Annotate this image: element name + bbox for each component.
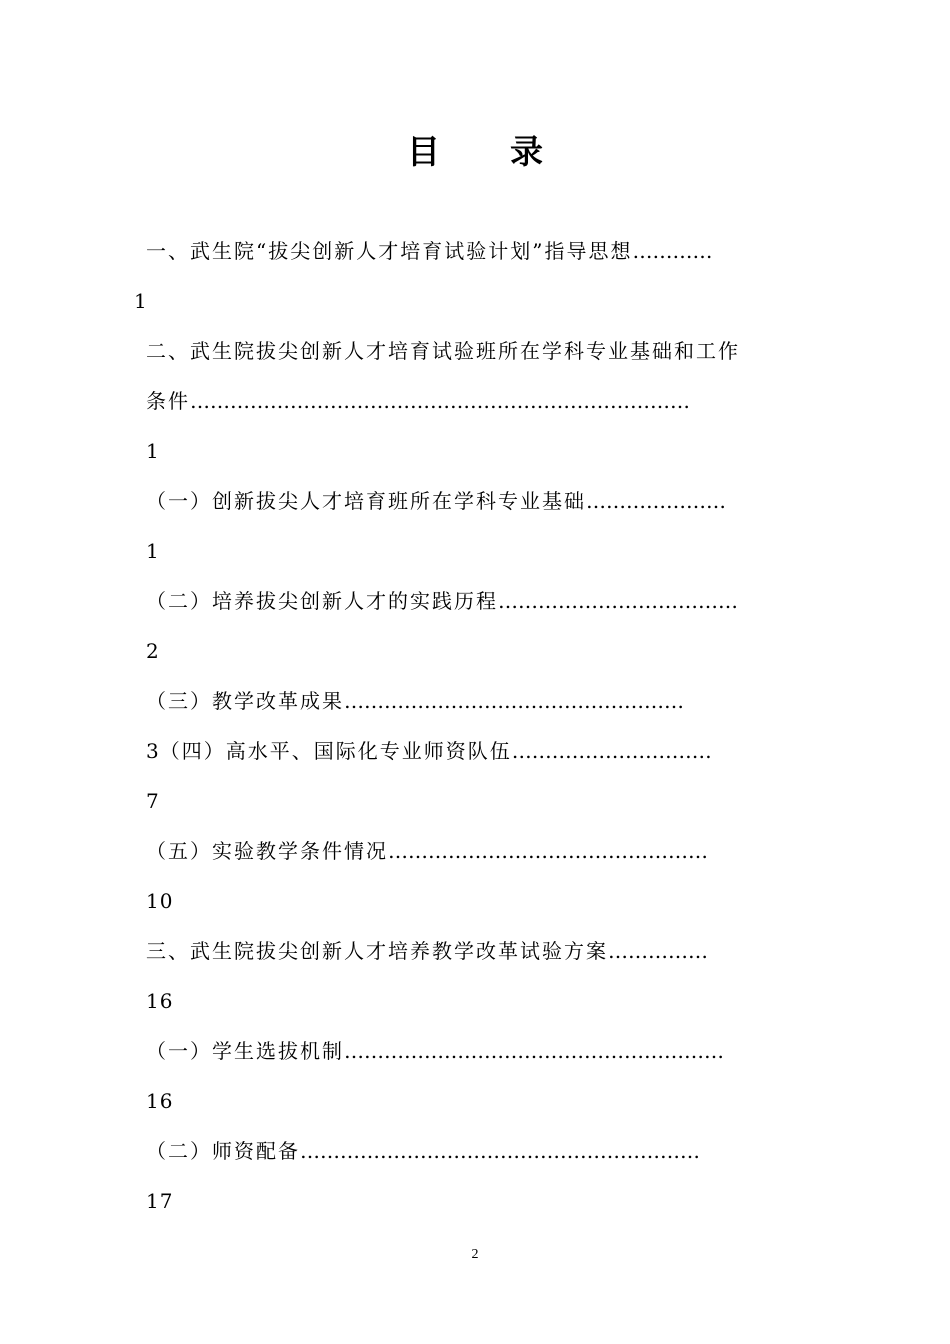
toc-leader-dots: ……………………………………………………: [300, 1139, 700, 1163]
toc-entry-text: 条件: [146, 389, 190, 413]
toc-leader-dots: …………………: [586, 489, 726, 513]
toc-entry-text: （一）学生选拔机制: [146, 1039, 344, 1063]
toc-leader-dots: …………………………………………………: [344, 1039, 724, 1063]
toc-leader-dots: …………………………: [511, 739, 712, 763]
toc-entry-text: （五）实验教学条件情况: [146, 839, 388, 863]
toc-leader-dots: …………………………………………………………………: [190, 389, 690, 413]
toc-entry-3-1[interactable]: [146, 1036, 724, 1066]
toc-leader-dots: …………: [632, 239, 713, 263]
toc-entry-text: （二）培养拔尖创新人才的实践历程: [146, 589, 498, 613]
toc-entry-text: 一、武生院“拔尖创新人才培育试验计划”指导思想: [146, 239, 633, 263]
toc-page-number: 16: [146, 1089, 174, 1113]
toc-leader-dots: ……………………………………………: [344, 689, 684, 713]
toc-entry-2-4[interactable]: [146, 736, 712, 766]
toc-entry-text: （四）高水平、国际化专业师资队伍: [159, 739, 512, 763]
toc-page-number: 1: [146, 439, 160, 463]
toc-entry-1[interactable]: [146, 236, 712, 266]
toc-entry-2[interactable]: [146, 336, 740, 366]
toc-page-number: 17: [146, 1189, 174, 1213]
toc-entry-3[interactable]: [146, 936, 708, 966]
toc-entry-2-2[interactable]: [146, 586, 738, 616]
toc-title-char-2: 录: [510, 132, 543, 171]
toc-entry-text: 三、武生院拔尖创新人才培养教学改革试验方案: [146, 939, 608, 963]
toc-entry-2-cont[interactable]: [146, 386, 690, 416]
footer-page-number: 2: [471, 1247, 479, 1262]
toc-page-number: 16: [146, 989, 174, 1013]
toc-page-number: 1: [134, 289, 148, 313]
toc-page-number: 10: [146, 889, 174, 913]
toc-leader-dots: ………………………………: [498, 589, 738, 613]
toc-leader-dots: ……………: [608, 939, 708, 963]
toc-entry-text: （二）师资配备: [146, 1139, 300, 1163]
toc-entry-2-1[interactable]: [146, 486, 726, 516]
toc-page-number: 3: [146, 739, 160, 763]
toc-entry-text: （三）教学改革成果: [146, 689, 344, 713]
toc-entry-2-3[interactable]: [146, 686, 684, 716]
toc-page-number: 7: [146, 789, 160, 813]
toc-page-number: 1: [146, 539, 160, 563]
toc-entry-2-5[interactable]: [146, 836, 708, 866]
toc-title: [0, 128, 950, 176]
toc-entry-text: 二、武生院拔尖创新人才培育试验班所在学科专业基础和工作: [146, 339, 740, 363]
toc-title-char-1: 目: [407, 132, 440, 171]
toc-page-number: 2: [146, 639, 160, 663]
toc-entry-3-2[interactable]: [146, 1136, 700, 1166]
toc-leader-dots: …………………………………………: [388, 839, 708, 863]
toc-entry-text: （一）创新拔尖人才培育班所在学科专业基础: [146, 489, 586, 513]
